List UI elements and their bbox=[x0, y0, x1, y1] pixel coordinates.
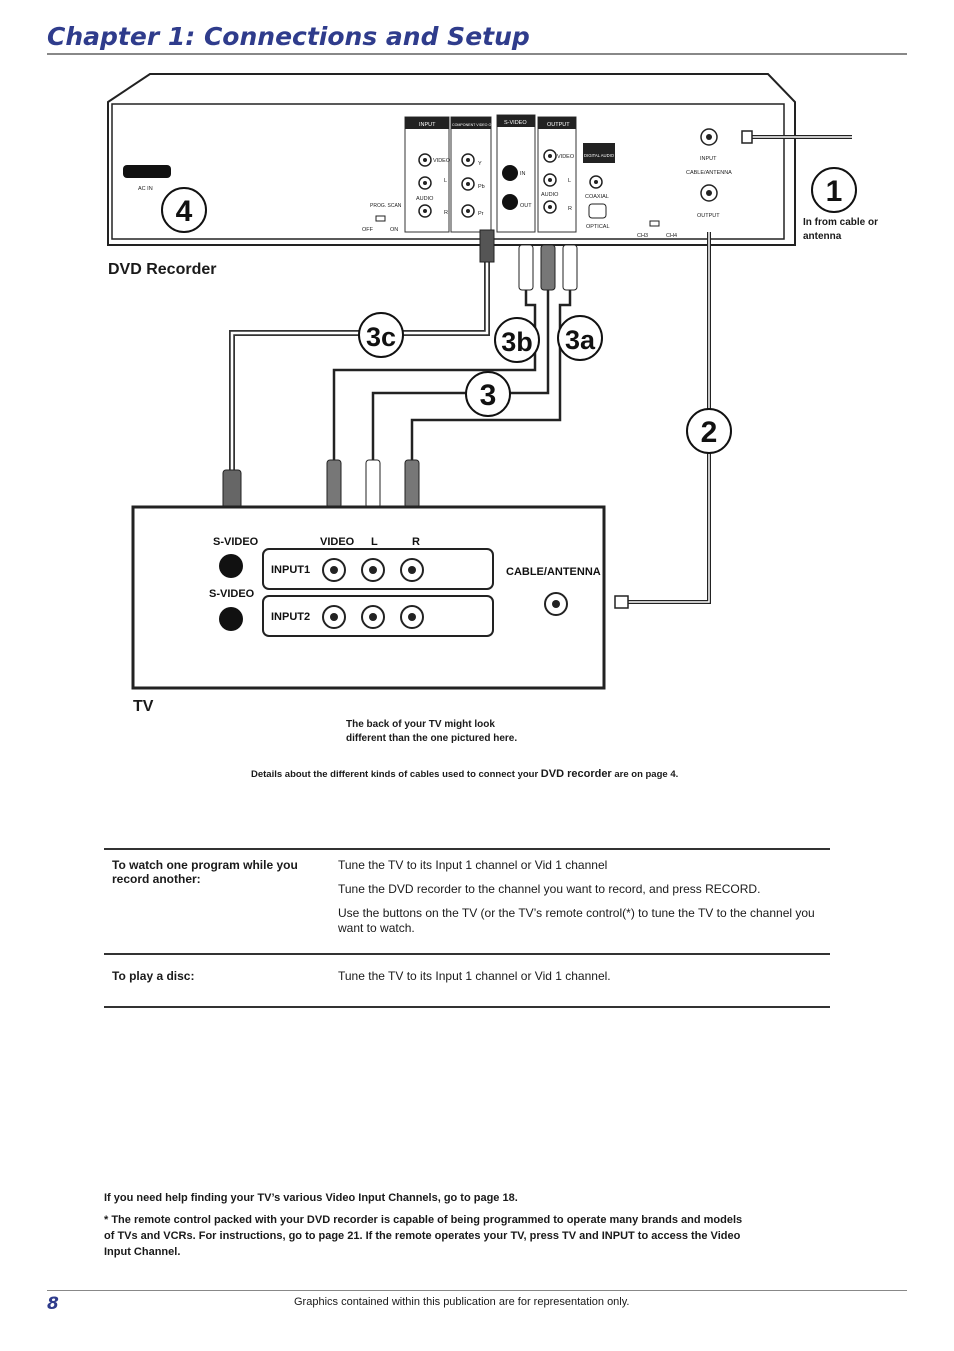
table-row bbox=[104, 849, 830, 954]
optical-label: OPTICAL bbox=[586, 224, 610, 230]
cable-source-note: In from cable or antenna bbox=[803, 217, 879, 242]
input-l-label: L bbox=[444, 178, 448, 184]
remote-footnote: * The remote control packed with your DVD recorder is capable of being programmed to operate many brands and models of TVs and VCRs. For instructions, go to page 21. If the remote operates your TV, press TV and INPUT to access the Video Input Channel. bbox=[104, 1214, 743, 1258]
output-r-label: R bbox=[568, 206, 572, 212]
footer-note: Graphics contained within this publication are for representation only. bbox=[294, 1296, 630, 1308]
step-3-number: 3 bbox=[479, 379, 497, 412]
step-line: Tune the DVD recorder to the channel you want to record, and press RECORD. bbox=[338, 882, 761, 896]
page-number: 8 bbox=[47, 1294, 59, 1314]
output-video-label: VIDEO bbox=[557, 154, 575, 160]
input-r-label: R bbox=[444, 210, 448, 216]
tv-r-label: R bbox=[412, 536, 420, 548]
ac-in-socket bbox=[123, 165, 171, 178]
output-audio-label: AUDIO bbox=[541, 192, 559, 198]
tv-video-label: VIDEO bbox=[320, 536, 355, 548]
instructions-table bbox=[104, 848, 830, 1008]
prog-scan-off-label: OFF bbox=[362, 227, 373, 233]
tv-input1-label: INPUT1 bbox=[271, 564, 311, 576]
step-badge-3a bbox=[558, 316, 602, 360]
step-1-number: 1 bbox=[825, 175, 843, 208]
ch3-label: CH3 bbox=[637, 233, 649, 239]
component-pb-label: Pb bbox=[478, 184, 485, 190]
tv-svideo-bottom-label: S-VIDEO bbox=[209, 588, 255, 600]
input-video-label: VIDEO bbox=[433, 158, 451, 164]
cables-note-prefix: Details about the different kinds of cables used to connect your bbox=[251, 769, 541, 780]
table-row bbox=[104, 954, 830, 1007]
footer-rule bbox=[47, 1290, 907, 1291]
svideo-out-label: OUT bbox=[520, 203, 532, 209]
component-section-header: COMPONENT VIDEO OUT bbox=[452, 123, 497, 127]
prog-scan-label: PROG. SCAN bbox=[370, 203, 402, 209]
output-l-label: L bbox=[568, 178, 572, 184]
dvd-recorder-label: DVD Recorder bbox=[108, 261, 217, 278]
step-badge-2 bbox=[687, 409, 731, 453]
tv-appearance-note: The back of your TV might look different than the one pictured here. bbox=[346, 719, 518, 744]
dvd-recorder-rear-panel bbox=[108, 74, 795, 245]
tv-svideo-top-label: S-VIDEO bbox=[213, 536, 259, 548]
tv-rear-panel bbox=[133, 507, 604, 688]
cable-antenna-panel-label: CABLE/ANTENNA bbox=[686, 170, 732, 176]
rca-plugs-recorder bbox=[519, 245, 577, 290]
component-y-label: Y bbox=[478, 161, 482, 167]
cables-note-device: DVD recorder bbox=[540, 768, 612, 780]
tv-label: TV bbox=[133, 698, 154, 715]
rca-plugs-tv bbox=[327, 460, 419, 508]
component-pr-label: Pr bbox=[478, 211, 484, 217]
input-section-header: INPUT bbox=[419, 122, 436, 128]
tv-svideo-jack-bottom bbox=[219, 607, 243, 631]
antenna-output-label: OUTPUT bbox=[697, 213, 720, 219]
tv-svideo-jack-top bbox=[219, 554, 243, 578]
step-badge-3b bbox=[495, 318, 539, 362]
prog-scan-on-label: ON bbox=[390, 227, 399, 233]
header-rule bbox=[47, 53, 907, 55]
step-line: Tune the TV to its Input 1 channel or Vid 1 channel. bbox=[338, 969, 611, 983]
digital-audio-header: DIGITAL AUDIO OUT bbox=[584, 153, 625, 158]
help-note: If you need help finding your TV’s various Video Input Channels, go to page 18. bbox=[104, 1192, 518, 1204]
step-2-number: 2 bbox=[700, 416, 718, 449]
ch4-label: CH4 bbox=[666, 233, 678, 239]
coaxial-label: COAXIAL bbox=[585, 194, 609, 200]
svideo-in-label: IN bbox=[520, 171, 526, 177]
task-watch-record-steps bbox=[330, 849, 830, 954]
tv-l-label: L bbox=[371, 536, 378, 548]
step-3b-number: 3b bbox=[501, 327, 533, 357]
tv-input2-label: INPUT2 bbox=[271, 611, 311, 623]
ac-in-label: AC IN bbox=[138, 186, 153, 192]
step-badge-3 bbox=[466, 372, 510, 416]
step-badge-3c bbox=[359, 313, 403, 357]
connection-diagram bbox=[0, 60, 954, 780]
task-play-disc: To play a disc: bbox=[112, 969, 195, 983]
output-section-header: OUTPUT bbox=[547, 122, 570, 128]
chapter-title: Chapter 1: Connections and Setup bbox=[47, 22, 530, 51]
step-badge-4 bbox=[162, 188, 206, 232]
input-audio-label: AUDIO bbox=[416, 196, 434, 202]
task-watch-record: To watch one program while you record another: bbox=[112, 858, 298, 886]
step-3c-number: 3c bbox=[365, 322, 397, 352]
step-3a-number: 3a bbox=[564, 325, 596, 355]
tv-cable-antenna-label: CABLE/ANTENNA bbox=[506, 566, 601, 578]
antenna-input-label: INPUT bbox=[700, 156, 717, 162]
step-badge-1 bbox=[812, 168, 856, 212]
task-play-disc-steps bbox=[330, 954, 830, 1007]
cables-note-suffix: are on page 4. bbox=[611, 769, 679, 780]
cables-note bbox=[251, 768, 678, 780]
svideo-section-header: S-VIDEO bbox=[504, 120, 527, 126]
step-4-number: 4 bbox=[175, 195, 193, 228]
step-line: Tune the TV to its Input 1 channel or Vid 1 channel bbox=[338, 858, 608, 872]
step-line: Use the buttons on the TV (or the TV’s remote control(*) to tune the TV to the channel you want to watch. bbox=[338, 906, 815, 935]
